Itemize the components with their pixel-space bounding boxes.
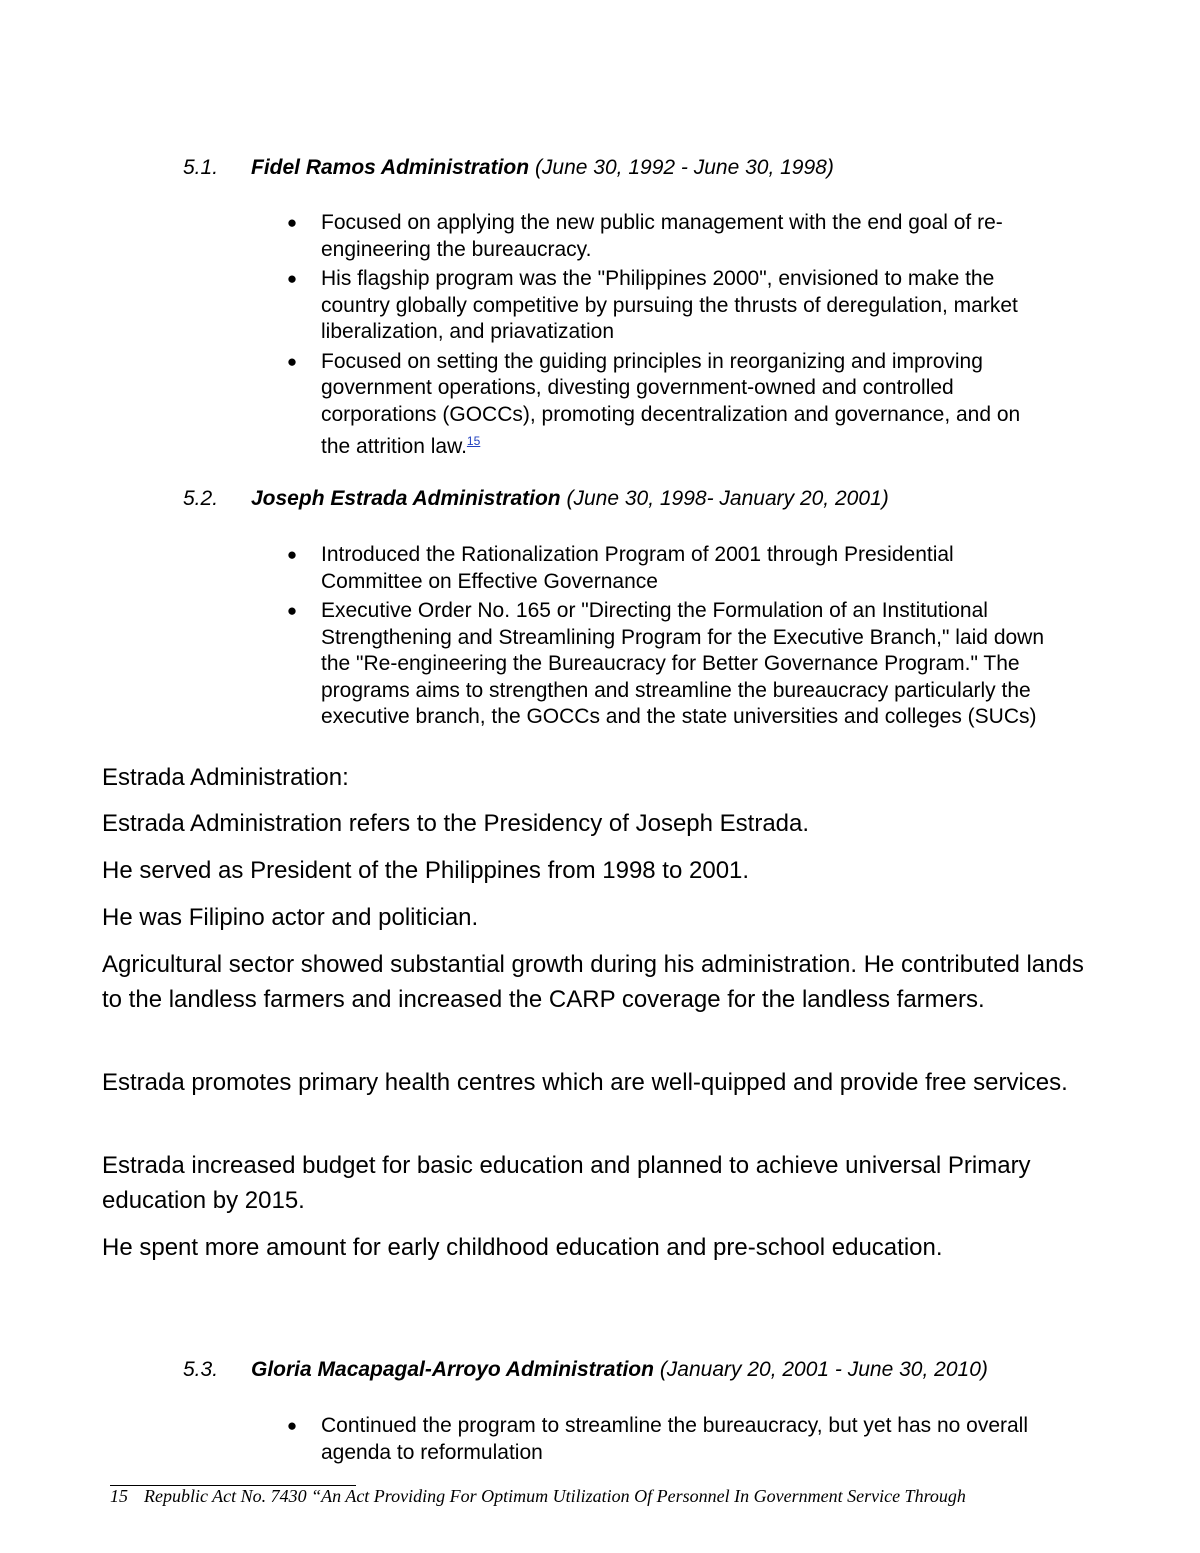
section-title: Joseph Estrada Administration bbox=[251, 487, 561, 510]
answer-heading: Estrada Administration: bbox=[102, 764, 349, 791]
bullet-icon: ● bbox=[286, 1416, 298, 1435]
list-item bbox=[285, 542, 1045, 595]
bullet-list bbox=[285, 1413, 1045, 1469]
footnote bbox=[110, 1486, 1110, 1507]
list-item bbox=[285, 349, 1045, 461]
section-dates: (January 20, 2001 - June 30, 2010) bbox=[659, 1358, 988, 1381]
list-item bbox=[285, 266, 1045, 346]
section-title: Gloria Macapagal-Arroyo Administration bbox=[251, 1358, 654, 1381]
answer-paragraph: Estrada increased budget for basic education and planned to achieve universal Primary education by 2015. bbox=[102, 1152, 1031, 1214]
answer-paragraph: Estrada Administration refers to the Presidency of Joseph Estrada. bbox=[102, 810, 810, 837]
answer-paragraph: He served as President of the Philippines from 1998 to 2001. bbox=[102, 857, 750, 884]
bullet-icon: ● bbox=[286, 601, 298, 620]
bullet-icon: ● bbox=[286, 213, 298, 232]
list-item bbox=[285, 598, 1045, 731]
list-item-text: Focused on setting the guiding principles in reorganizing and improving government operations, divesting government-owned and controlled corporations (GOCCs), promoting decentralization and governance, and on the attrition law. bbox=[321, 349, 1021, 458]
section-number: 5.3. bbox=[183, 1358, 219, 1381]
bullet-icon: ● bbox=[286, 545, 298, 564]
bullet-icon: ● bbox=[286, 269, 298, 288]
answer-paragraph: Estrada promotes primary health centres which are well-quipped and provide free services. bbox=[102, 1069, 1068, 1096]
bullet-list bbox=[285, 542, 1045, 734]
footnote-link[interactable]: 15 bbox=[466, 434, 481, 448]
list-item-text: His flagship program was the "Philippines 2000", envisioned to make the country globally competitive by pursuing the thrusts of deregulation, market liberalization, and priavatization bbox=[321, 267, 1018, 343]
section-dates: (June 30, 1992 - June 30, 1998) bbox=[534, 156, 834, 179]
answer-paragraph: He spent more amount for early childhood education and pre-school education. bbox=[102, 1234, 943, 1261]
list-item-text: Introduced the Rationalization Program of 2001 through Presidential Committee on Effective Governance bbox=[321, 543, 954, 593]
list-item-text: Continued the program to streamline the bureaucracy, but yet has no overall agenda to reformulation bbox=[321, 1414, 1029, 1464]
footnote-number: 15 bbox=[110, 1486, 128, 1506]
list-item-text: Focused on applying the new public management with the end goal of re- engineering the bureaucracy. bbox=[321, 211, 1003, 261]
answer-paragraph: Agricultural sector showed substantial growth during his administration. He contributed lands to the landless farmers and increased the CARP coverage for the landless farmers. bbox=[102, 951, 1084, 1013]
section-title: Fidel Ramos Administration bbox=[251, 156, 530, 179]
section-number: 5.2. bbox=[183, 487, 219, 510]
section-heading bbox=[251, 487, 889, 511]
list-item-text: Executive Order No. 165 or "Directing the Formulation of an Institutional Strengthening and Streamlining Program for the Executive Branch," laid down the "Re-engineering the Bureaucracy for Better Governance Program." The programs aims to strengthen and streamline the bureaucracy particularly the executive branch, the GOCCs and the state universities and colleges (SUCs) bbox=[321, 599, 1045, 728]
section-dates: (June 30, 1998- January 20, 2001) bbox=[566, 487, 889, 510]
list-item bbox=[285, 210, 1045, 263]
section-number: 5.1. bbox=[183, 156, 219, 179]
bullet-icon: ● bbox=[286, 351, 298, 371]
section-heading bbox=[251, 156, 834, 180]
list-item bbox=[285, 1413, 1045, 1466]
bullet-list bbox=[285, 210, 1045, 464]
answer-paragraph: He was Filipino actor and politician. bbox=[102, 904, 479, 931]
section-heading bbox=[251, 1358, 988, 1382]
footnote-text: Republic Act No. 7430 “An Act Providing For Optimum Utilization Of Personnel In Government Service Through bbox=[144, 1486, 966, 1506]
